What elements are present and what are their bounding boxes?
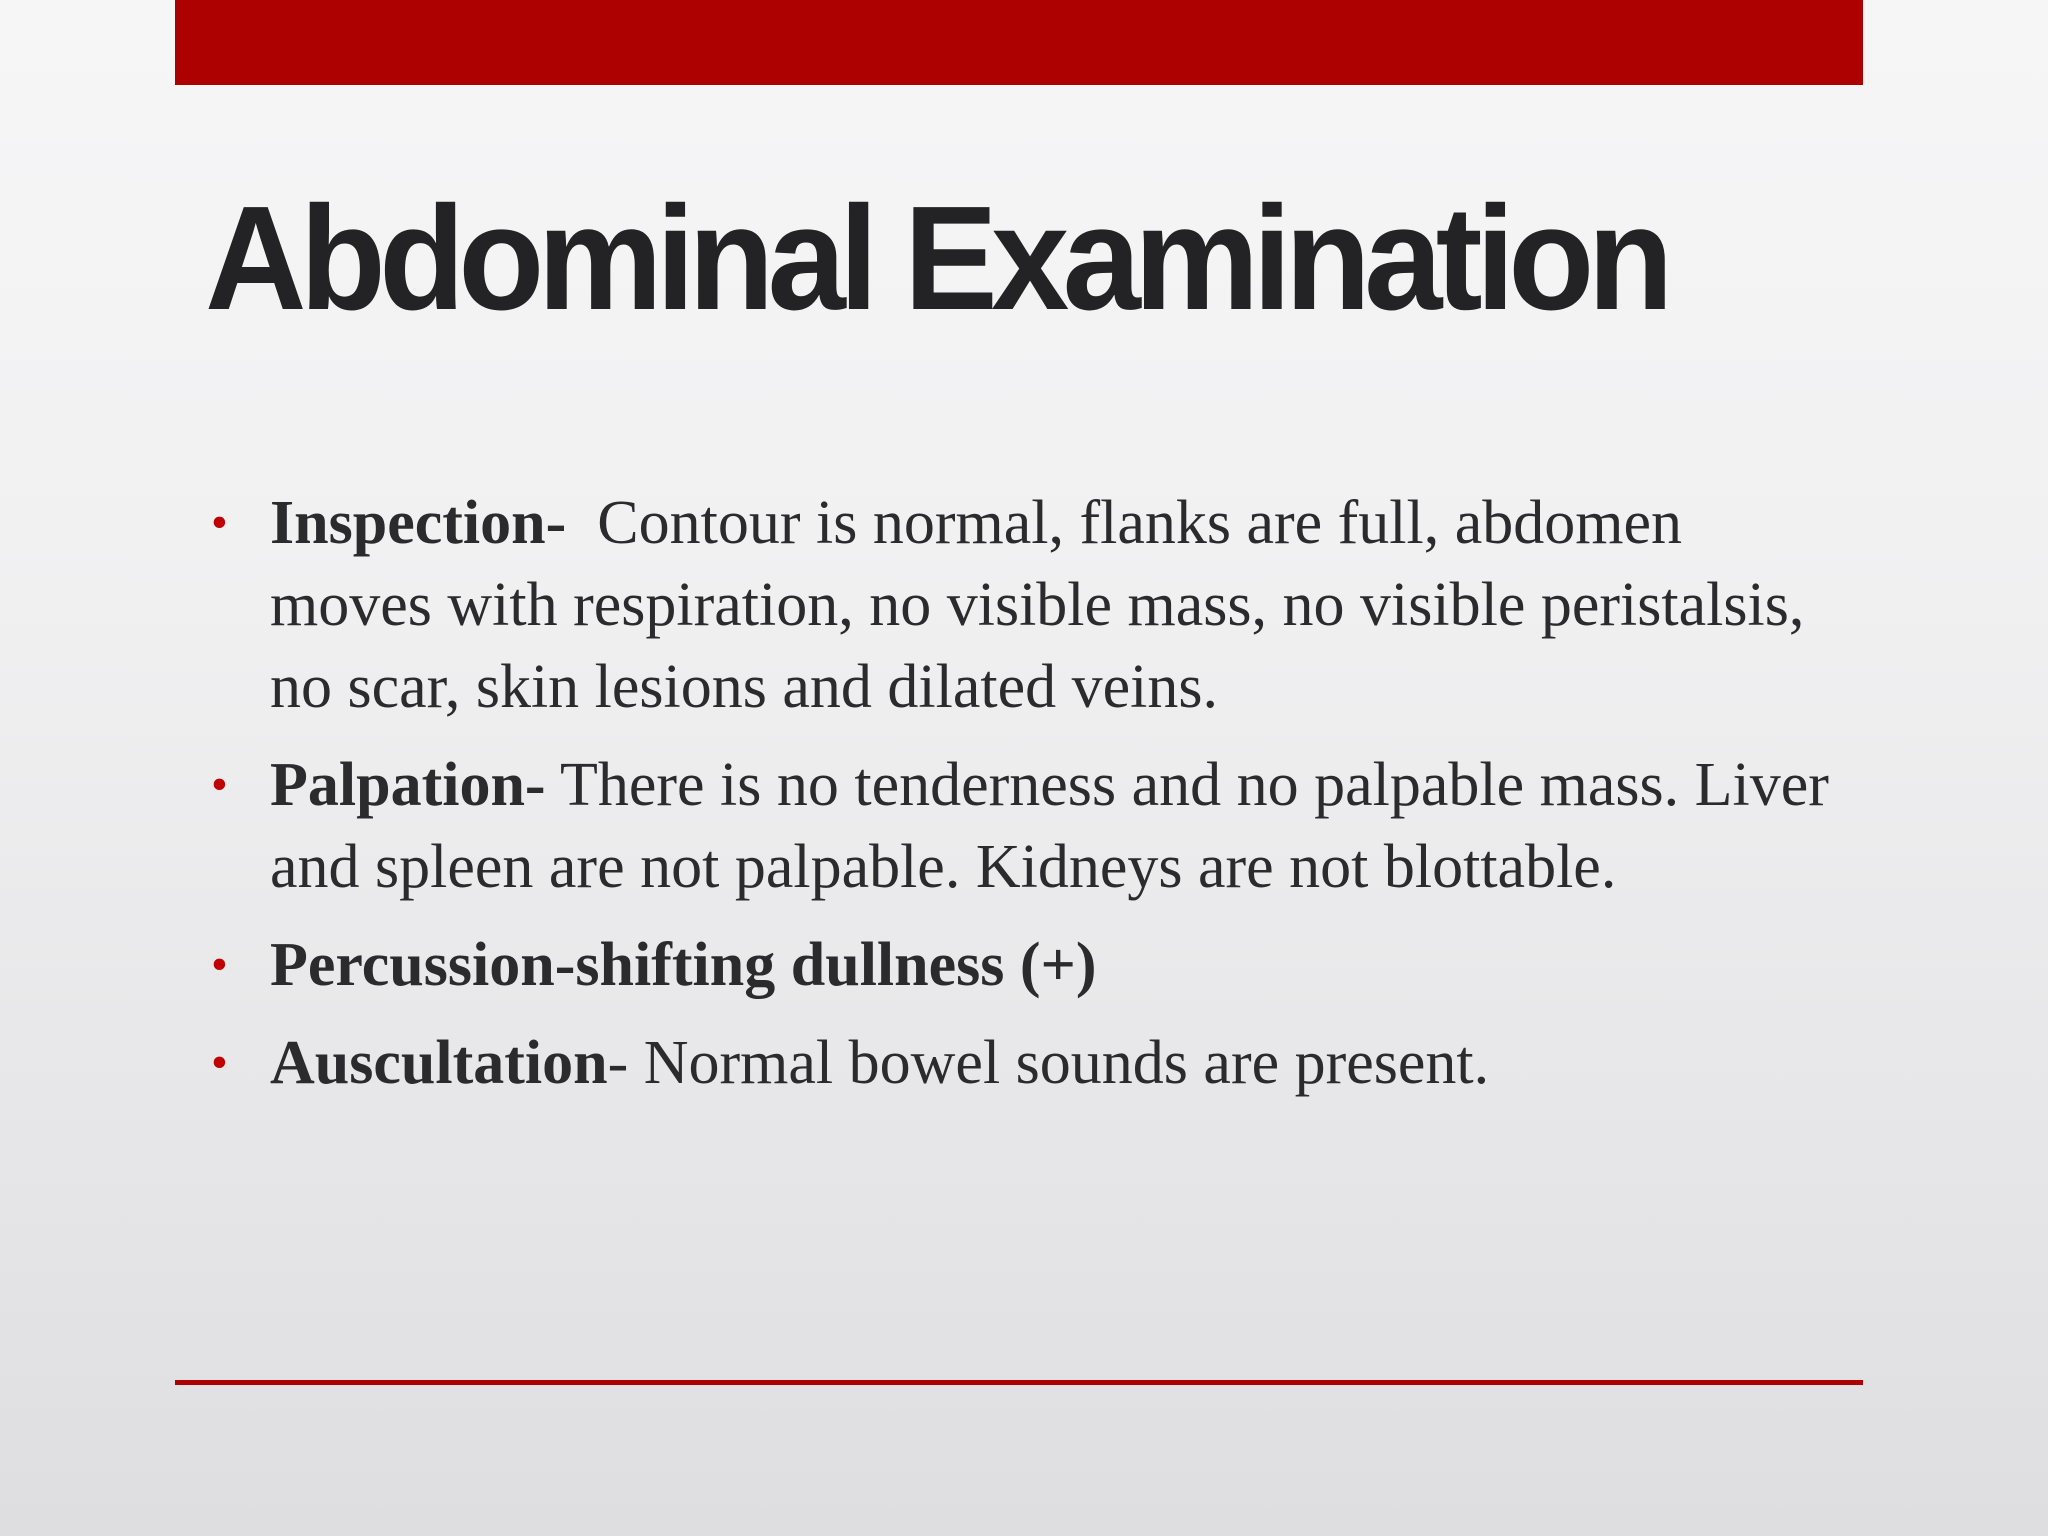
bullet-dot-icon: • xyxy=(211,496,228,549)
bullet-dot-icon: • xyxy=(211,1036,228,1089)
bottom-divider xyxy=(175,1380,1863,1385)
bullet-term: Auscultation xyxy=(270,1029,608,1097)
bullet-text: There is no tenderness and no palpable mass. Liver and spleen are not palpable. Kidneys are not blottable. xyxy=(270,751,1829,901)
bullet-text: Contour is normal, flanks are full, abdomen moves with respiration, no visible mass, no visible peristalsis, no scar, skin lesions and dilated veins. xyxy=(270,489,1820,721)
bullet-term: Palpation- xyxy=(270,751,546,819)
bullet-term: Inspection- xyxy=(270,489,567,557)
bullet-dot-icon: • xyxy=(211,758,228,811)
bullet-item-palpation xyxy=(205,744,1845,908)
bullet-dot-icon: • xyxy=(211,938,228,991)
bullet-item-inspection xyxy=(205,482,1845,728)
top-accent-bar xyxy=(175,0,1863,85)
bullet-item-auscultation xyxy=(205,1022,1845,1104)
slide-title: Abdominal Examination xyxy=(205,176,1667,341)
bullet-list xyxy=(205,482,1845,1120)
bullet-term: Percussion-shifting dullness (+) xyxy=(270,931,1097,999)
bullet-item-percussion xyxy=(205,924,1845,1006)
bullet-text: - Normal bowel sounds are present. xyxy=(607,1029,1490,1097)
